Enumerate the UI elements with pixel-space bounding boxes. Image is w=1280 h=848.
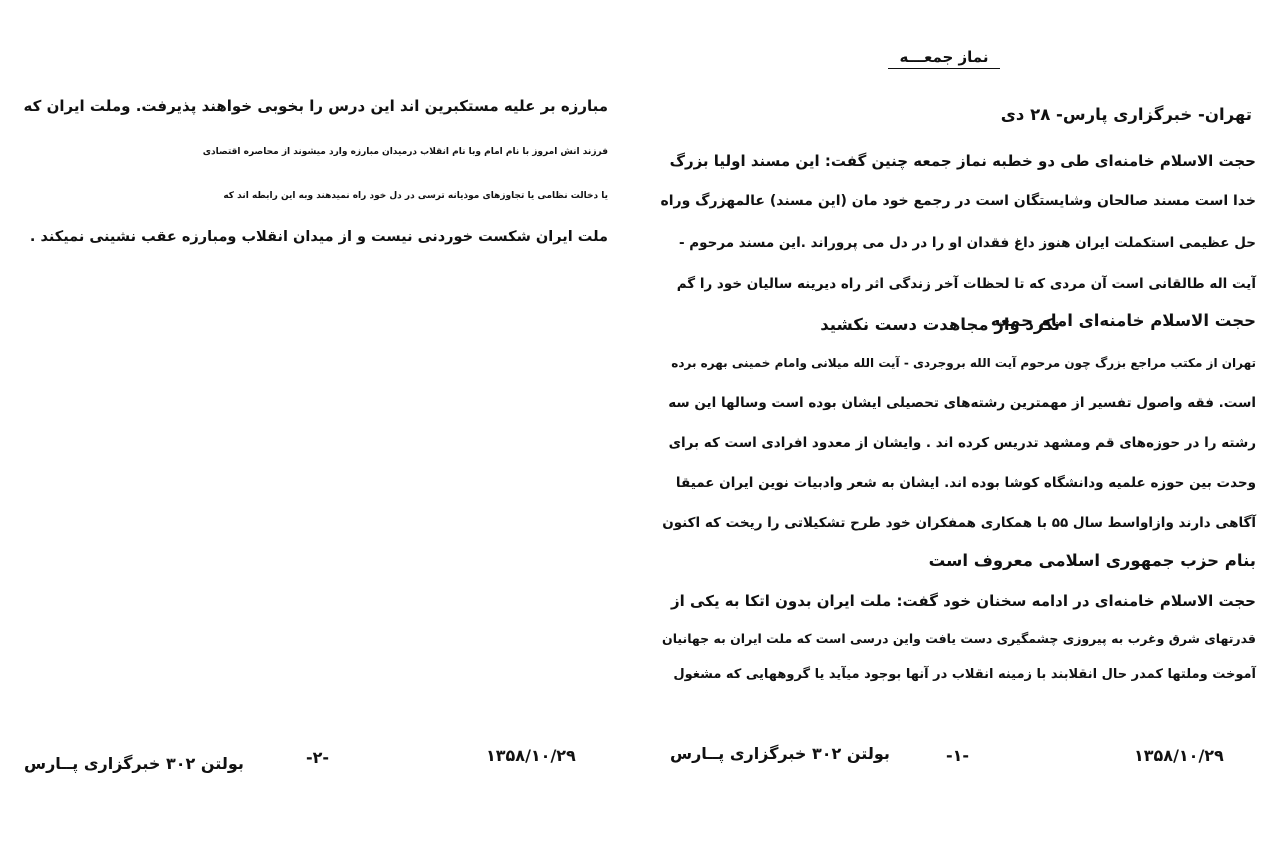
page-1 [640,0,1280,848]
body-line: است. فقه واصول تفسیر از مهمترین رشته‌های تحصیلی ایشان بوده است وسالها این سه [668,395,1256,411]
footer-page-number: -۲- [306,748,330,767]
body-line: حجت الاسلام خامنه‌ای در ادامه سخنان خود گفت: ملت ایران بدون اتکا به یکی از [671,592,1256,610]
footer-page-number: -۱- [946,746,970,765]
body-line: آگاهی دارند وازاواسط سال ۵۵ با همکاری همفکران خود طرح تشکیلاتی را ریخت که اکنون [662,515,1256,531]
page-title: نماز جمعـــه [888,48,1000,69]
body-line: رشته را در حوزه‌های قم ومشهد تدریس کرده اند . وایشان از معدود افرادی است که برای [668,435,1256,451]
body-line: ملت ایران شکست خوردنی نیست و از میدان انقلاب ومبارزه عقب نشینی نمیکند . [29,229,608,245]
body-line: وحدت بین حوزه علمیه ودانشگاه کوشا بوده اند. ایشان به شعر وادبیات نوین ایران عمیقا [675,475,1256,491]
body-line: حل عظیمی استکملت ایران هنوز داغ فقدان او را در دل می پروراند .این مسند مرحوم - [678,235,1256,251]
body-line: حجت الاسلام خامنه‌ای امام جمعه [990,311,1256,330]
footer-bulletin: بولتن ۳۰۲ خبرگزاری پــارس [24,754,244,773]
footer-bulletin: بولتن ۳۰۲ خبرگزاری پــارس [670,744,890,763]
body-line: آیت اله طالقانی است آن مردی که تا لحظات آخر زندگی اثر راه دیرینه سالیان خود را گم [676,276,1256,292]
body-line: خدا است مسند صالحان وشایستگان است در رجمع خود مان (این مسند) عالمهزرگ وراه [660,193,1256,209]
body-line: فرزند انش امروز با نام امام وبا نام انقلاب درمیدان مبارزه وارد میشوند از محاصره اقتصادی [202,147,608,157]
body-line: آموخت وملتها کمدر حال انقلابند با زمینه انقلاب در آنها بوجود میآید یا گروههایی که مشغول [673,667,1256,682]
footer-date: ۱۳۵۸/۱۰/۲۹ [1134,746,1224,765]
body-line: حجت الاسلام خامنه‌ای طی دو خطبه نماز جمعه چنین گفت: این مسند اولیا بزرگ [669,152,1256,170]
body-line: بنام حزب جمهوری اسلامی معروف است [928,551,1256,570]
footer-date: ۱۳۵۸/۱۰/۲۹ [486,746,576,765]
dateline: تهران- خبرگزاری پارس- ۲۸ دی [1000,105,1252,124]
body-line: تهران از مکتب مراجع بزرگ چون مرحوم آیت الله بروجردی - آیت الله میلانی وامام خمینی بهره برده [671,356,1256,370]
body-line: قدرتهای شرق وغرب به پیروزی چشمگیری دست یافت واین درسی است که ملت ایران به جهانیان [662,631,1256,646]
body-line: مبارزه بر علیه مستکبرین اند این درس را بخوبی خواهند پذیرفت. وملت ایران که [23,97,608,115]
body-line: نکرد واز مجاهدت دست نکشید [820,315,1060,334]
body-line: یا دخالت نظامی یا تجاوزهای موذیانه ترسی در دل خود راه نمیدهند وبه این رابطه اند که [223,191,608,201]
